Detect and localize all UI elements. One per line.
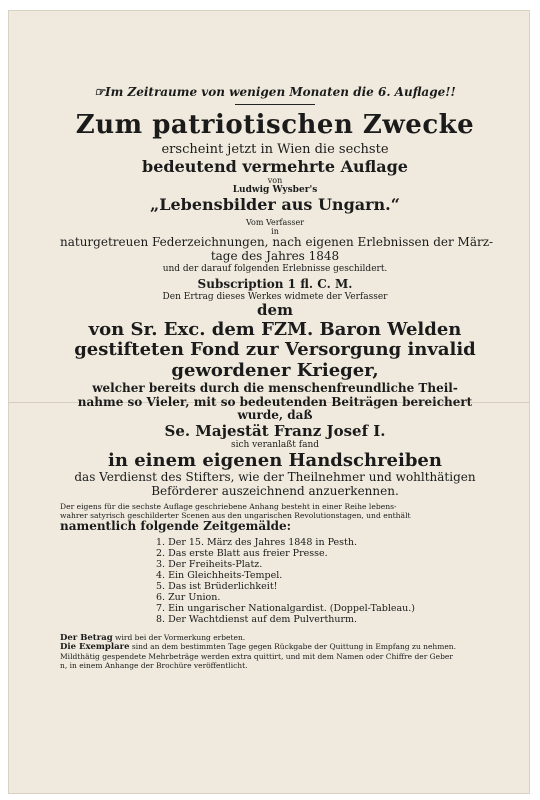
list-item: 2. Das erste Blatt aus freier Presse.	[156, 548, 328, 560]
text-line: gestifteten Fond zur Versorgung invalid	[74, 339, 476, 361]
headline: ☞Im Zeitraume von wenigen Monaten die 6. Auflage!!	[94, 85, 456, 99]
footer-line: Der Betrag wird bei der Vormerkung erbeten.	[60, 632, 246, 643]
text-line: Se. Majestät Franz Josef I.	[164, 422, 386, 441]
footer-line: Die Exemplare sind an dem bestimmten Tage gegen Rückgabe der Quittung in Empfang zu nehmen.	[60, 642, 457, 653]
list-item: 6. Zur Union.	[156, 591, 221, 603]
text-line: Der eigens für die sechste Auflage geschriebene Anhang besteht in einer Reihe lebens-	[60, 501, 397, 511]
footer-line: Mildthätig gespendete Mehrbeträge werden extra quittirt, und mit dem Namen oder Chiffre der Geber	[60, 652, 453, 662]
main-title: Zum patriotischen Zwecke	[75, 109, 475, 140]
divider	[235, 104, 315, 105]
text-line: namentlich folgende Zeitgemälde:	[60, 519, 292, 534]
text-line: erscheint jetzt in Wien die sechste	[161, 141, 389, 157]
text-line: gewordener Krieger,	[171, 360, 379, 382]
list-item: 5. Das ist Brüderlichkeit!	[156, 580, 278, 592]
text-line: in einem eigenen Handschreiben	[108, 449, 442, 471]
text-line: bedeutend vermehrte Auflage	[142, 156, 408, 176]
text-line: dem	[257, 301, 293, 320]
text-line: von Sr. Exc. dem FZM. Baron Welden	[88, 318, 462, 340]
footer-notes	[60, 634, 490, 671]
text-line: und der darauf folgenden Erlebnisse geschildert.	[162, 263, 388, 274]
list-item: 4. Ein Gleichheits-Tempel.	[156, 569, 283, 581]
list-item: 7. Ein ungarischer Nationalgardist. (Doppel-Tableau.)	[156, 602, 416, 614]
text-line: nahme so Vieler, mit so bedeutenden Beiträgen bereichert	[77, 394, 473, 409]
text-line: sich veranlaßt fand	[230, 440, 320, 451]
subscription-price: Subscription 1 fl. C. M.	[197, 277, 353, 292]
text-line: Beförderer auszeichnend anzuerkennen.	[151, 484, 399, 499]
text-line: wurde, daß	[237, 408, 313, 423]
text-line: welcher bereits durch die menschenfreundliche Theil-	[92, 380, 458, 395]
text-line: Vom Verfasser	[245, 217, 305, 227]
text-line: das Verdienst des Stifters, wie der Theilnehmer und wohlthätigen	[74, 470, 476, 485]
text-line: in	[271, 227, 279, 237]
book-title: „Lebensbilder aus Ungarn.“	[150, 194, 400, 214]
text-line: tage des Jahres 1848	[210, 249, 340, 264]
pointing-hand-icon: ☞	[94, 85, 105, 99]
list-item: 3. Der Freiheits-Platz.	[156, 559, 263, 571]
list-item: 8. Der Wachtdienst auf dem Pulverthurm.	[156, 613, 358, 625]
footer-line: n, in einem Anhange der Brochüre veröffentlicht.	[60, 660, 248, 670]
list-item: 1. Der 15. März des Jahres 1848 in Pesth.	[156, 537, 358, 549]
author-name: Ludwig Wysber's	[232, 185, 318, 196]
text-line: naturgetreuen Federzeichnungen, nach eigenen Erlebnissen der März-	[60, 235, 494, 250]
text-line: von	[267, 176, 283, 186]
text-line: Den Ertrag dieses Werkes widmete der Verfasser	[162, 292, 388, 303]
document-body	[60, 78, 494, 670]
text-line: wahrer satyrisch geschilderter Scenen aus den ungarischen Revolutionstagen, und enthält	[60, 510, 411, 520]
list	[156, 538, 490, 625]
